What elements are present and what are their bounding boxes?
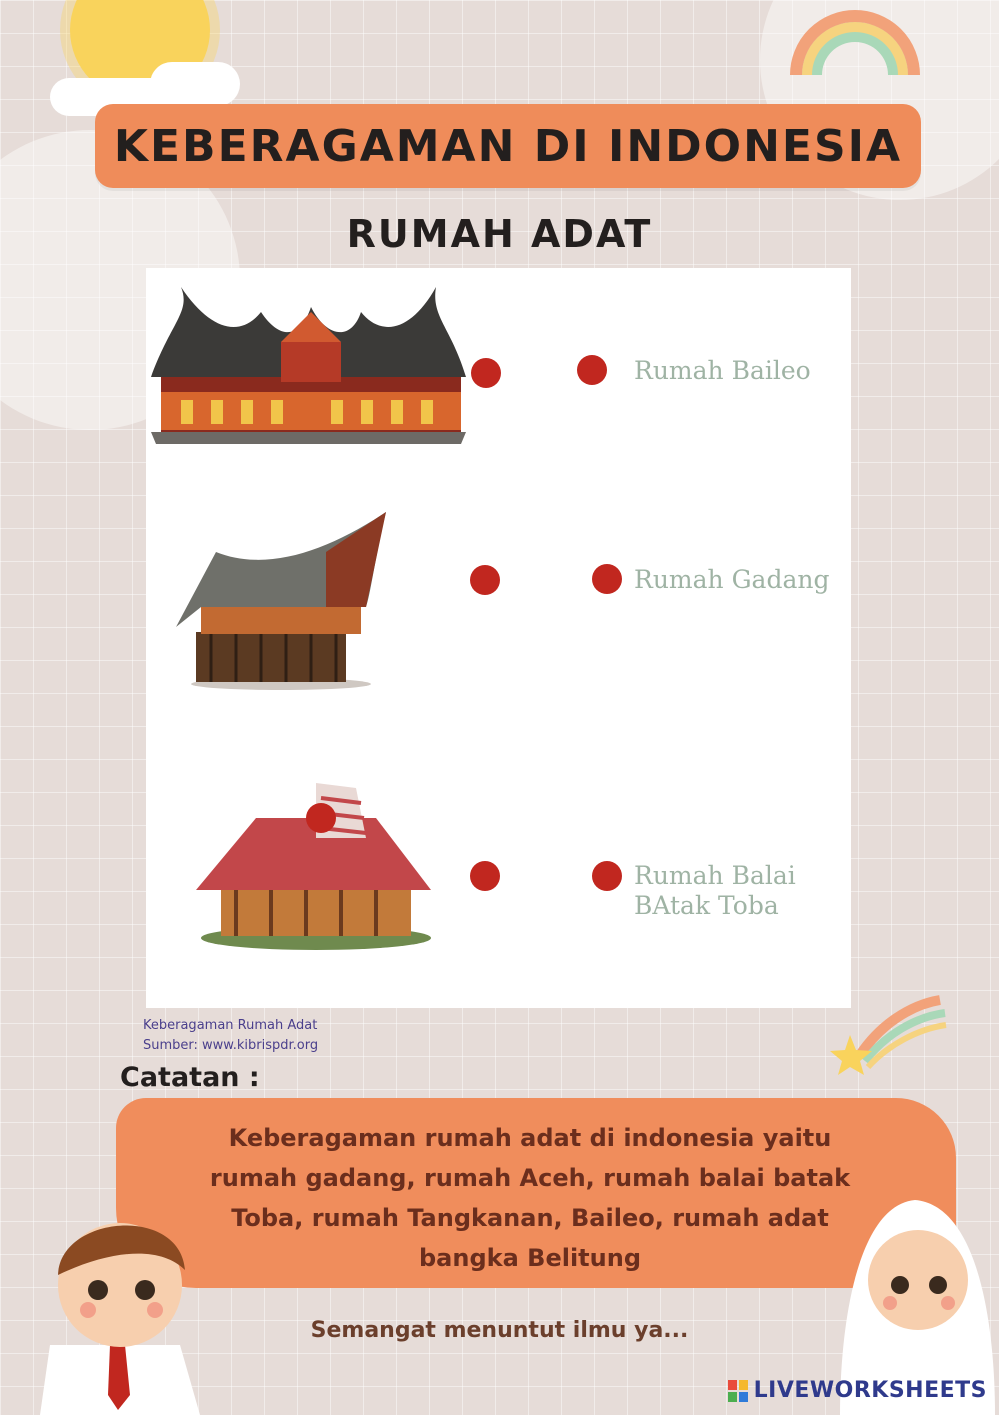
- match-dot-option-1[interactable]: [577, 355, 607, 385]
- match-dot-house-3-extra[interactable]: [306, 803, 336, 833]
- match-dot-option-3[interactable]: [592, 861, 622, 891]
- liveworksheets-icon: [728, 1380, 748, 1402]
- brand-name: LIVEWORKSHEETS: [753, 1378, 987, 1403]
- shooting-star-icon: [830, 995, 950, 1075]
- boy-character-illustration: [30, 1195, 210, 1415]
- option-label-2: Rumah Gadang: [634, 565, 830, 594]
- liveworksheets-logo: [728, 1378, 987, 1403]
- caption-title: Keberagaman Rumah Adat: [143, 1018, 318, 1033]
- notes-heading: Catatan :: [120, 1062, 260, 1093]
- section-title: RUMAH ADAT: [346, 212, 653, 256]
- image-caption: [143, 1016, 318, 1056]
- cloud-icon: [150, 62, 240, 106]
- match-dot-house-1[interactable]: [471, 358, 501, 388]
- matching-panel: [146, 268, 851, 1008]
- caption-source: Sumber: www.kibrispdr.org: [143, 1038, 319, 1053]
- title-banner: [95, 104, 921, 188]
- rumah-gadang-illustration: [151, 282, 471, 447]
- page-title: KEBERAGAMAN DI INDONESIA: [113, 120, 903, 172]
- match-dot-house-3[interactable]: [470, 861, 500, 891]
- option-label-3: Rumah Balai BAtak Toba: [634, 861, 796, 920]
- motto-text: Semangat menuntut ilmu ya...: [310, 1318, 689, 1343]
- match-dot-option-2[interactable]: [592, 564, 622, 594]
- match-dot-house-2[interactable]: [470, 565, 500, 595]
- option-label-1: Rumah Baileo: [634, 356, 811, 385]
- rumah-batak-toba-illustration: [176, 512, 396, 692]
- notes-body: Keberagaman rumah adat di indonesia yaitu rumah gadang, rumah Aceh, rumah balai batak Toba, rumah Tangkanan, Baileo, rumah adat bangka Belitung: [209, 1124, 851, 1272]
